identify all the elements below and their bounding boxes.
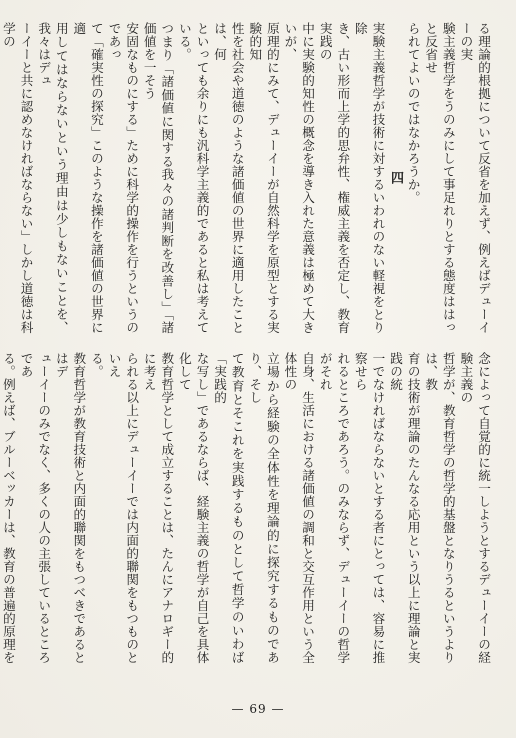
text-line: 哲学が、教育哲学の哲学的基盤となりうるというよりは、教 [423,352,456,664]
text-line: 育の技術が理論のたんなる応用という以上に理論と実践の統 [388,352,421,664]
upper-text-block [0,22,492,334]
text-line: られる以上にデューイーでは内面的聯関をもつものといえ [106,352,140,664]
text-line: る。例えば、ブルーベッカーは、教育の普遍的原理を [0,352,16,664]
text-line: 自身、生活における諸価値の調和と交互作用という全体性の [282,352,316,664]
section-heading: 四 [388,171,404,185]
text-line: 念によって自覚的に統一しようとするデューイーの経験主義の [458,352,491,664]
text-line: る。 [88,352,104,378]
lower-text-block [0,352,492,664]
text-line: な写し」であるならば、経験主義の哲学が自己を具体化して [176,352,210,664]
page-number: — 69 — [231,702,285,716]
text-line: 験主義哲学をうのみにして事足れりとする態度ははっと反省せ [423,22,456,334]
text-line: る理論的根拠について反省を加えず、例えばデューイーの実 [458,22,491,334]
text-line: 用してはならないという理由は少しもないことを、我々はデュ [36,22,69,334]
text-line: ューイーのみでなく、多くの人の主張しているところであ [18,352,52,664]
text-line: て「確実性の探究」このような操作を諸価値の世界に適 [71,22,104,334]
text-line: 原理的にみて、デューイーが自然科学を原型とする実験的知 [247,22,280,334]
text-line: き、古い形而上学的思弁性、権威主義を否定し、教育実践の [317,22,351,334]
text-line: ーイーと共に認めなければならない」しかし道徳は科学の [0,22,34,334]
text-line: 安固なものにする」ために科学的操作を行うというのであっ [106,22,140,334]
text-line: 中に実験的知性の概念を導き入れた意義は極めて大きいが、 [282,22,316,334]
text-line: 一でなければならないとする者にとっては、容易に推察せら [352,352,386,664]
text-line: 立場から経験の全体性を理論的に探究するものであり、そし [247,352,280,664]
text-line: れるところであろう。のみならず、デューイーの哲学がそれ [317,352,351,664]
text-line: られてよいのではなかろうか。 [405,22,421,204]
text-line: といっても余りにも汎科学主義的であると私は考えている。 [176,22,210,334]
text-line: 性を社会や道徳のような諸価値の世界に適用したことは、何 [212,22,245,334]
text-line: 教育哲学として成立することは、たんにアナロギー的に考え [141,352,175,664]
text-line: つまり「諸価値に関する我々の諸判断を改善し」「諸価値を一そう [141,22,175,334]
text-line: 実験主義哲学が技術に対するいわれのない軽視をとり除 [352,22,386,334]
text-line: て教育とそこれを実践するものとして哲学のいわば「実践的 [212,352,245,664]
text-line: 教育哲学が教育技術と内面的聯関をもつべきであるとはデ [53,352,87,664]
